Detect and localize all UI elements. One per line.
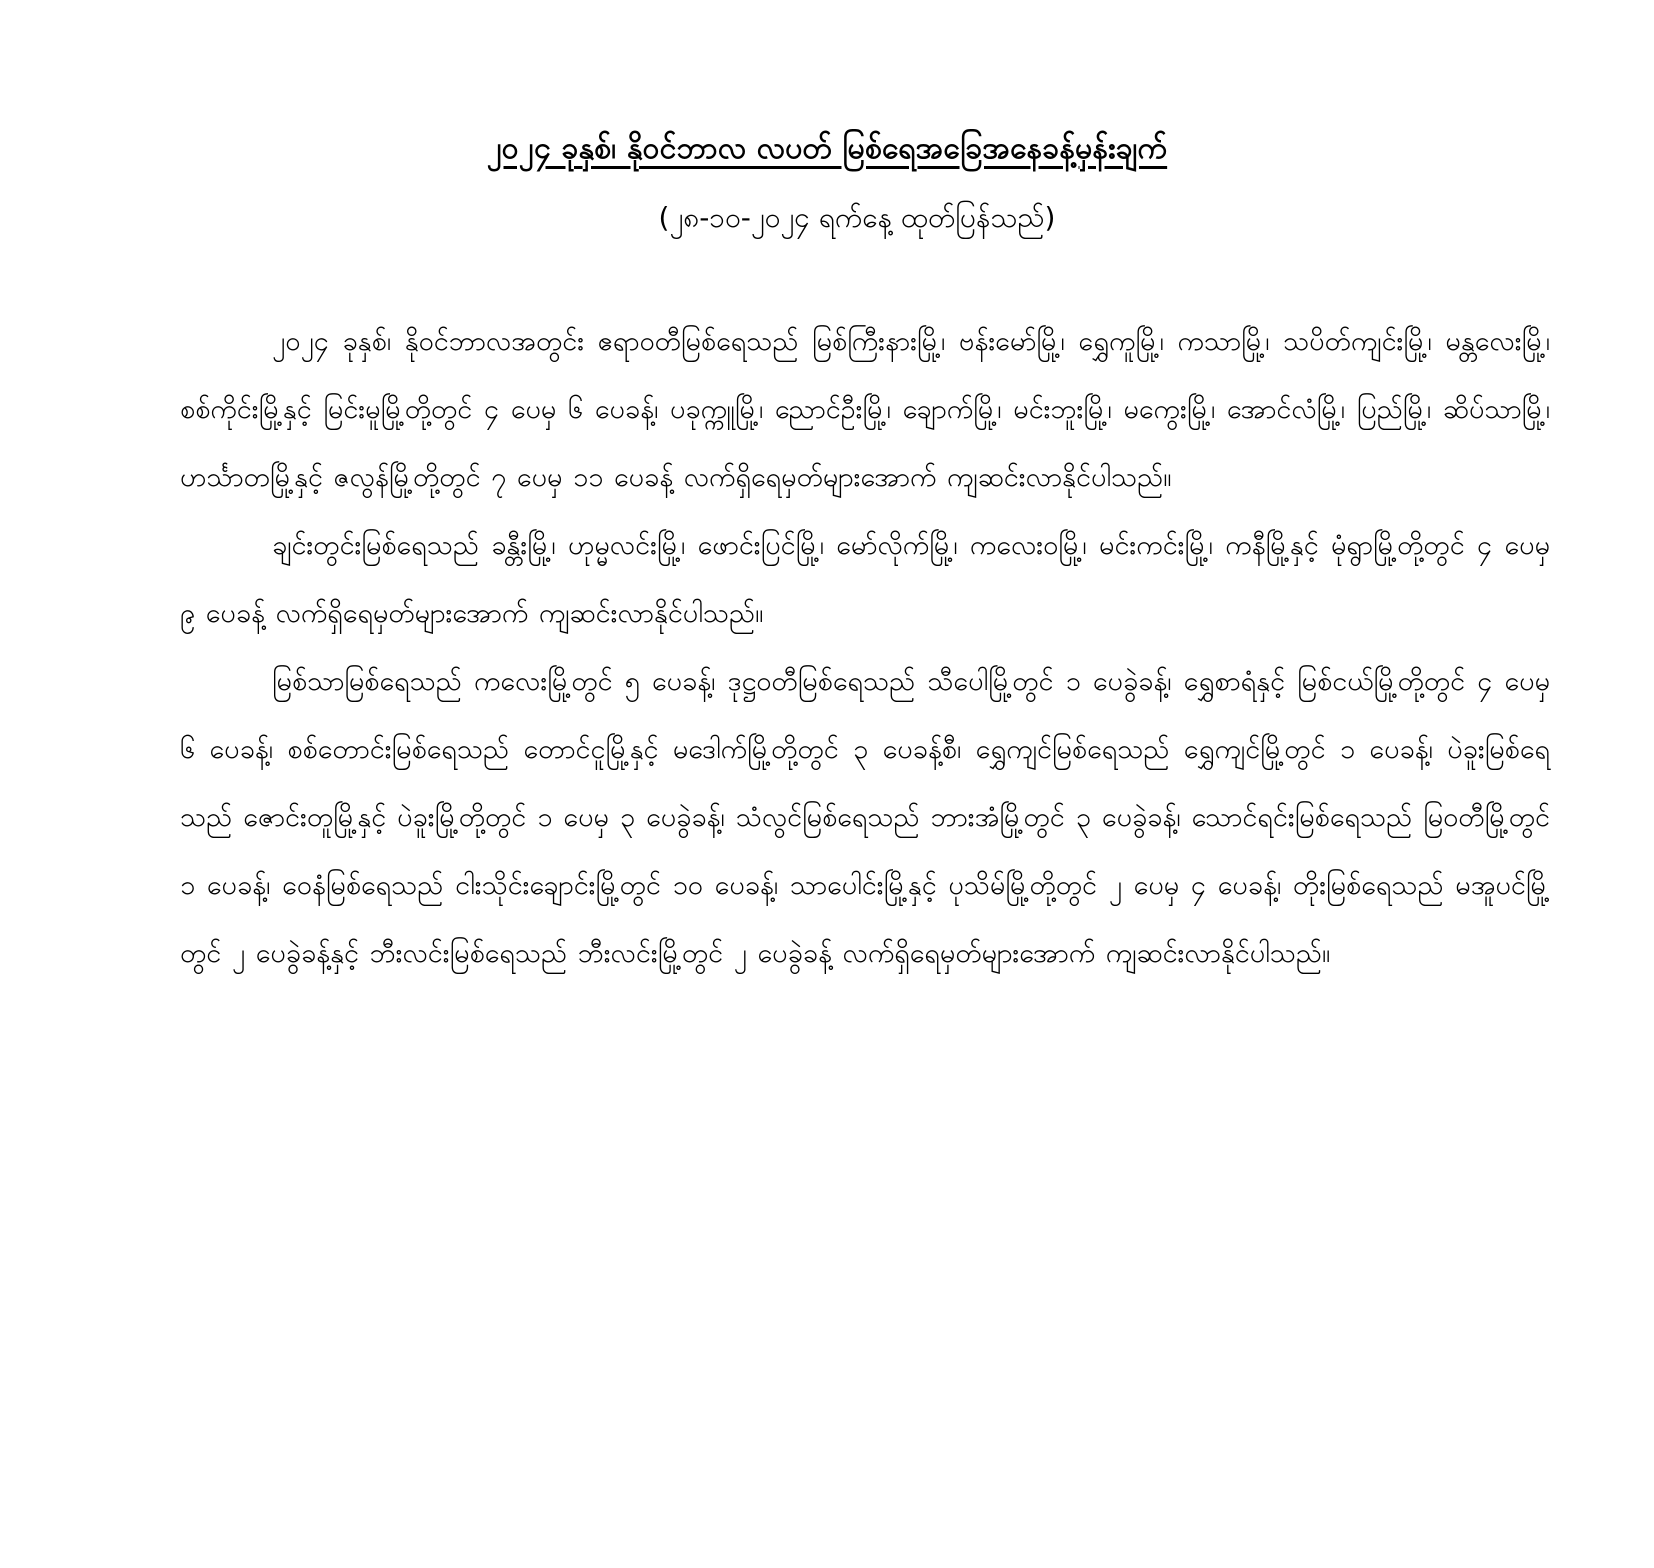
document-body [180,308,1550,988]
document-title: ၂၀၂၄ ခုနှစ်၊ နိုဝင်ဘာလ လပတ် မြစ်ရေအခြေအနေခန့်မှန်းချက် [486,131,1168,166]
document-subtitle: (၂၈-၁၀-၂၀၂၄ ရက်နေ့ ထုတ်ပြန်သည်) [658,201,1056,234]
paragraph-irrawaddy: ၂၀၂၄ ခုနှစ်၊ နိုဝင်ဘာလအတွင်း ဧရာဝတီမြစ်ရေသည် မြစ်ကြီးနားမြို့၊ ဗန်းမော်မြို့၊ ရွှေကူမြို့၊ ကသာမြို့၊ သပိတ်ကျင်းမြို့၊ မန္တလေးမြို့၊ စစ်ကိုင်းမြို့နှင့် မြင်းမူမြို့တို့တွင် ၄ ပေမှ ၆ ပေခန့်၊ ပခုက္ကူမြို့၊ ညောင်ဦးမြို့၊ ချောက်မြို့၊ မင်းဘူးမြို့၊ မကွေးမြို့၊ အောင်လံမြို့၊ ပြည်မြို့၊ ဆိပ်သာမြို့၊ ဟင်္သာတမြို့နှင့် ဇလွန်မြို့တို့တွင် ၇ ပေမှ ၁၁ ပေခန့် လက်ရှိရေမှတ်များအောက် ကျဆင်းလာနိုင်ပါသည်။ [180,326,1550,493]
title-block [0,128,1654,241]
paragraph-chindwin: ချင်းတွင်းမြစ်ရေသည် ခန္တီးမြို့၊ ဟုမ္မလင်းမြို့၊ ဖောင်းပြင်မြို့၊ မော်လိုက်မြို့၊ ကလေးဝမြို့၊ မင်းကင်းမြို့၊ ကနီမြို့နှင့် မုံရွာမြို့တို့တွင် ၄ ပေမှ ၉ ပေခန့် လက်ရှိရေမှတ်များအောက် ကျဆင်းလာနိုင်ပါသည်။ [180,530,1550,629]
paragraph-other-rivers: မြစ်သာမြစ်ရေသည် ကလေးမြို့တွင် ၅ ပေခန့်၊ ဒုဋ္ဌဝတီမြစ်ရေသည် သီပေါမြို့တွင် ၁ ပေခွဲခန့်၊ ရွှေစာရံနှင့် မြစ်ငယ်မြို့တို့တွင် ၄ ပေမှ ၆ ပေခန့်၊ စစ်တောင်းမြစ်ရေသည် တောင်ငူမြို့နှင့် မဒေါက်မြို့တို့တွင် ၃ ပေခန့်စီ၊ ရွှေကျင်မြစ်ရေသည် ရွှေကျင်မြို့တွင် ၁ ပေခန့်၊ ပဲခူးမြစ်ရေသည် ဇောင်းတူမြို့နှင့် ပဲခူးမြို့တို့တွင် ၁ ပေမှ ၃ ပေခွဲခန့်၊ သံလွင်မြစ်ရေသည် ဘားအံမြို့တွင် ၃ ပေခွဲခန့်၊ သောင်ရင်းမြစ်ရေသည် မြဝတီမြို့တွင် ၁ ပေခန့်၊ ဝေနံမြစ်ရေသည် ငါးသိုင်းချောင်းမြို့တွင် ၁၀ ပေခန့်၊ သာပေါင်းမြို့နှင့် ပုသိမ်မြို့တို့တွင် ၂ ပေမှ ၄ ပေခန့်၊ တိုးမြစ်ရေသည် မအူပင်မြို့တွင် ၂ ပေခွဲခန့်နှင့် ဘီးလင်းမြစ်ရေသည် ဘီးလင်းမြို့တွင် ၂ ပေခွဲခန့် လက်ရှိရေမှတ်များအောက် ကျဆင်းလာနိုင်ပါသည်။ [180,666,1550,969]
